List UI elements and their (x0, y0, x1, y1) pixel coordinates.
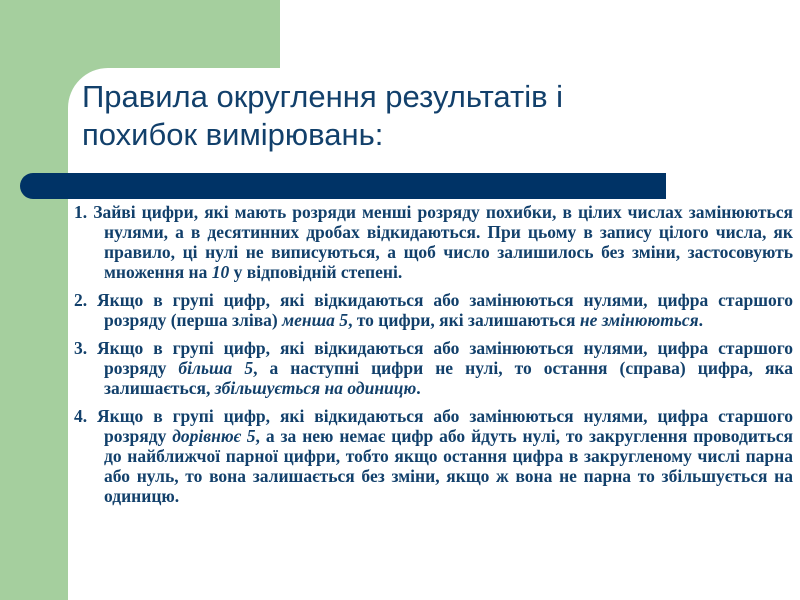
slide-title-line-1: Правила округлення результатів і (82, 79, 564, 114)
rule-emphasis: 10 (211, 262, 230, 282)
rule-text: у відповідній степені. (229, 262, 403, 282)
rule-emphasis: більша 5 (178, 358, 254, 378)
rule-text: Якщо в групі цифр, які відкидаються або замінюються нулями, цифра старшого розряду (перша зліва) (97, 290, 793, 330)
rule-item-2 (74, 290, 793, 330)
slide-title (82, 78, 732, 154)
rule-number: 2. (74, 290, 88, 310)
rule-text: , а наступні цифри не нулі, то остання (справа) цифра, яка залишається, (104, 358, 793, 398)
rule-emphasis: збільшується на одиницю (214, 378, 417, 398)
rule-item-3 (74, 338, 793, 398)
rule-text: Якщо в групі цифр, які відкидаються або замінюються нулями, цифра старшого розряду (97, 406, 793, 446)
rule-text: , то цифри, які залишаються (348, 310, 580, 330)
decor-green-left (0, 0, 68, 600)
rule-text: Зайві цифри, які мають розряди менші розряду похибки, в цілих числах замінюються нулями, а в десятинних дробах відкидаються. При цьому в запису цілого числа, як правило, ці нулі не виписуються, а щоб число залишилось без зміни, застосовують множення на (93, 202, 793, 282)
rule-number: 1. (74, 202, 88, 222)
slide-title-line-2: похибок вимірювань: (82, 117, 384, 152)
rule-item-1 (74, 202, 793, 282)
rule-text: . (416, 378, 421, 398)
rule-item-4 (74, 406, 793, 506)
rule-emphasis: дорівнює 5 (172, 426, 256, 446)
rule-text: . (698, 310, 704, 330)
rule-emphasis: менша 5 (282, 310, 349, 330)
rounding-rules-list (74, 202, 793, 514)
rule-emphasis: не змінюються (579, 310, 699, 330)
rule-text: Якщо в групі цифр, які відкидаються або замінюються нулями, цифра старшого розряду (97, 338, 793, 378)
rule-number: 3. (74, 338, 88, 358)
rule-number: 4. (74, 406, 88, 426)
title-underline-bar (20, 173, 666, 199)
rule-text: , а за нею немає цифр або йдуть нулі, то закруглення проводиться до найближчої парної цифри, тобто якщо остання цифра в закругленому числі парна або нуль, то вона залишається без зміни, якщо ж вона не парна то збільшується на одиницю. (104, 426, 793, 506)
